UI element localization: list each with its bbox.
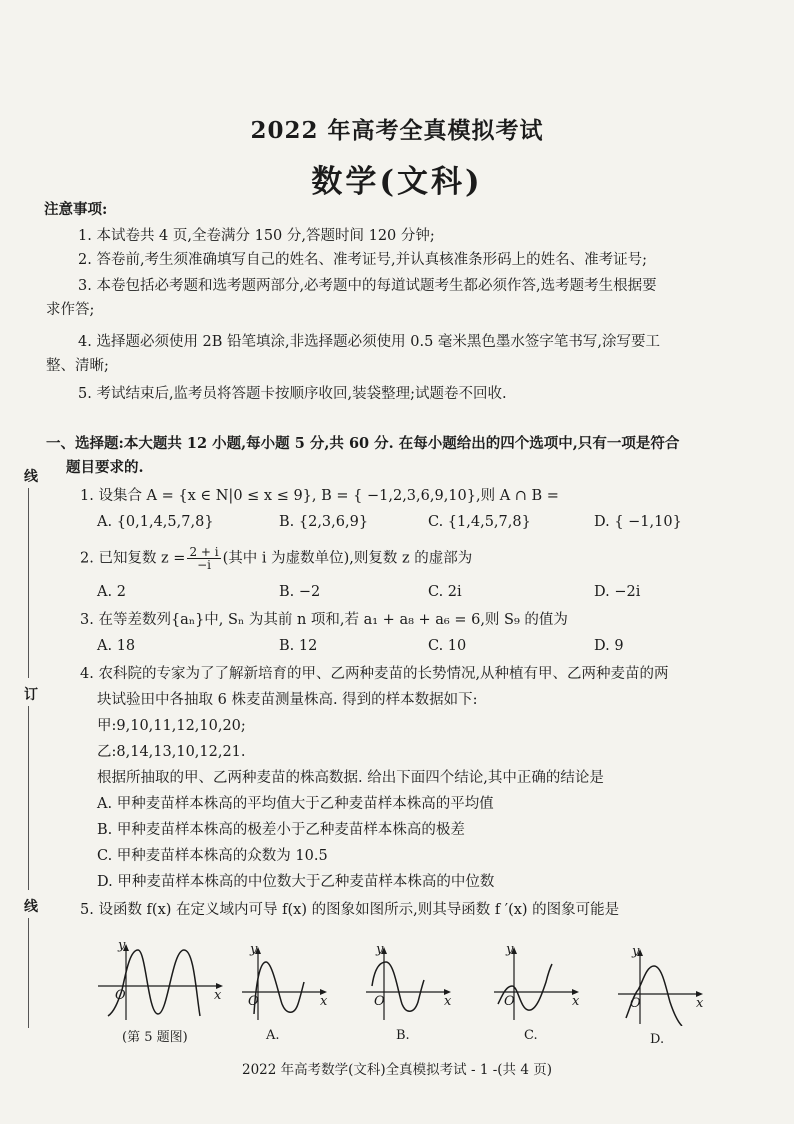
- q1-option-a: A. {0,1,4,5,7,8}: [97, 514, 214, 530]
- q3-option-a: A. 18: [97, 638, 136, 654]
- binding-line-1: [28, 488, 29, 678]
- exam-subject: 数学(文科): [311, 164, 483, 200]
- q5-c-y-label: y: [506, 942, 514, 957]
- q2-option-a: A. 2: [97, 584, 126, 600]
- q5-b-label: B.: [396, 1028, 410, 1043]
- notes-heading: 注意事项:: [44, 201, 108, 218]
- binding-mark-1: 线: [24, 469, 38, 485]
- q5-c-label: C.: [524, 1028, 538, 1043]
- q1-option-b: B. {2,3,6,9}: [279, 514, 369, 530]
- q1-stem: 1. 设集合 A = {x ∈ N|0 ≤ x ≤ 9}, B = { −1,2,3,6,9,10},则 A ∩ B =: [80, 488, 559, 504]
- q4-stem-line1: 4. 农科院的专家为了了解新培育的甲、乙两种麦苗的长势情况,从种植有甲、乙两种麦苗的两: [80, 666, 669, 682]
- binding-line-3: [28, 918, 29, 1028]
- q5-option-d-graph: [616, 942, 706, 1047]
- q3-option-b: B. 12: [279, 638, 318, 654]
- q2-numerator: 2 + i: [189, 545, 219, 559]
- q4-question: 根据所抽取的甲、乙两种麦苗的株高数据. 给出下面四个结论,其中正确的结论是: [97, 770, 604, 786]
- note-2: 2. 答卷前,考生须准确填写自己的姓名、准考证号,并认真核准条形码上的姓名、准考证号;: [78, 252, 648, 268]
- q5-b-x-label: x: [444, 994, 452, 1009]
- section1-heading-cont: 题目要求的.: [66, 459, 144, 476]
- q3-stem: 3. 在等差数列{aₙ}中, Sₙ 为其前 n 项和,若 a₁ + a₈ + a₆ = 6,则 S₉ 的值为: [80, 612, 568, 628]
- q4-option-c: C. 甲种麦苗样本株高的众数为 10.5: [97, 848, 328, 864]
- note-3: 3. 本卷包括必考题和选考题两部分,必考题中的每道试题考生都必须作答,选考题考生根据要: [78, 278, 657, 294]
- q5-main-y-label: y: [118, 938, 126, 953]
- binding-mark-2: 订: [24, 687, 38, 703]
- q3-option-d: D. 9: [594, 638, 624, 654]
- q5-a-y-label: y: [250, 942, 258, 957]
- q2-stem-pre: 2. 已知复数 z =: [80, 550, 186, 567]
- q5-c-origin: O: [504, 994, 515, 1009]
- section1-heading: 一、选择题:本大题共 12 小题,每小题 5 分,共 60 分. 在每小题给出的四个选项中,只有一项是符合: [46, 435, 680, 452]
- q5-d-origin: O: [630, 996, 641, 1011]
- q2-denominator: −i: [197, 558, 211, 572]
- note-5: 5. 考试结束后,监考员将答题卡按顺序收回,装袋整理;试题卷不回收.: [78, 386, 507, 402]
- q4-option-a: A. 甲种麦苗样本株高的平均值大于乙种麦苗样本株高的平均值: [97, 796, 494, 812]
- q4-option-b: B. 甲种麦苗样本株高的极差小于乙种麦苗样本株高的极差: [97, 822, 465, 838]
- q1-option-c: C. {1,4,5,7,8}: [428, 514, 531, 530]
- q5-a-x-label: x: [320, 994, 328, 1009]
- q5-option-b-graph: [364, 942, 454, 1043]
- page-footer: 2022 年高考数学(文科)全真模拟考试 - 1 -(共 4 页): [242, 1062, 552, 1078]
- q5-c-x-label: x: [572, 994, 580, 1009]
- q2-stem: [80, 546, 472, 571]
- q2-fraction: [187, 546, 220, 571]
- note-3-cont: 求作答;: [46, 302, 95, 318]
- q4-stem-line2: 块试验田中各抽取 6 株麦苗测量株高. 得到的样本数据如下:: [97, 692, 478, 708]
- q2-option-d: D. −2i: [594, 584, 641, 600]
- q5-main-x-label: x: [214, 988, 222, 1003]
- q1-option-d: D. { −1,10}: [594, 514, 682, 530]
- q2-option-b: B. −2: [279, 584, 321, 600]
- q5-d-label: D.: [650, 1032, 665, 1047]
- q5-d-y-label: y: [632, 944, 640, 959]
- q4-data-jia: 甲:9,10,11,12,10,20;: [97, 718, 246, 734]
- q5-option-a-graph: [240, 942, 330, 1043]
- note-1: 1. 本试卷共 4 页,全卷满分 150 分,答题时间 120 分钟;: [78, 228, 435, 244]
- q4-data-yi: 乙:8,14,13,10,12,21.: [97, 744, 246, 760]
- q5-d-x-label: x: [696, 996, 704, 1011]
- note-4: 4. 选择题必须使用 2B 铅笔填涂,非选择题必须使用 0.5 毫米黑色墨水签字笔书写,涂写要工: [78, 334, 661, 350]
- q5-main-graph: [96, 938, 226, 1045]
- binding-mark-3: 线: [24, 899, 38, 915]
- q5-main-origin: O: [115, 988, 126, 1003]
- q5-option-c-graph: [492, 942, 582, 1043]
- exam-title: 2022 年高考全真模拟考试: [250, 117, 544, 144]
- q2-stem-post: (其中 i 为虚数单位),则复数 z 的虚部为: [222, 550, 473, 567]
- q3-option-c: C. 10: [428, 638, 467, 654]
- note-4-cont: 整、清晰;: [46, 358, 109, 374]
- q5-b-origin: O: [374, 994, 385, 1009]
- q5-b-y-label: y: [376, 942, 384, 957]
- q5-figure-caption: (第 5 题图): [122, 1030, 188, 1045]
- binding-line-2: [28, 706, 29, 890]
- q4-option-d: D. 甲种麦苗样本株高的中位数大于乙种麦苗样本株高的中位数: [97, 874, 495, 890]
- q5-a-origin: O: [248, 994, 259, 1009]
- q5-stem: 5. 设函数 f(x) 在定义域内可导 f(x) 的图象如图所示,则其导函数 f ′(x) 的图象可能是: [80, 902, 620, 918]
- q5-a-label: A.: [266, 1028, 280, 1043]
- q2-option-c: C. 2i: [428, 584, 462, 600]
